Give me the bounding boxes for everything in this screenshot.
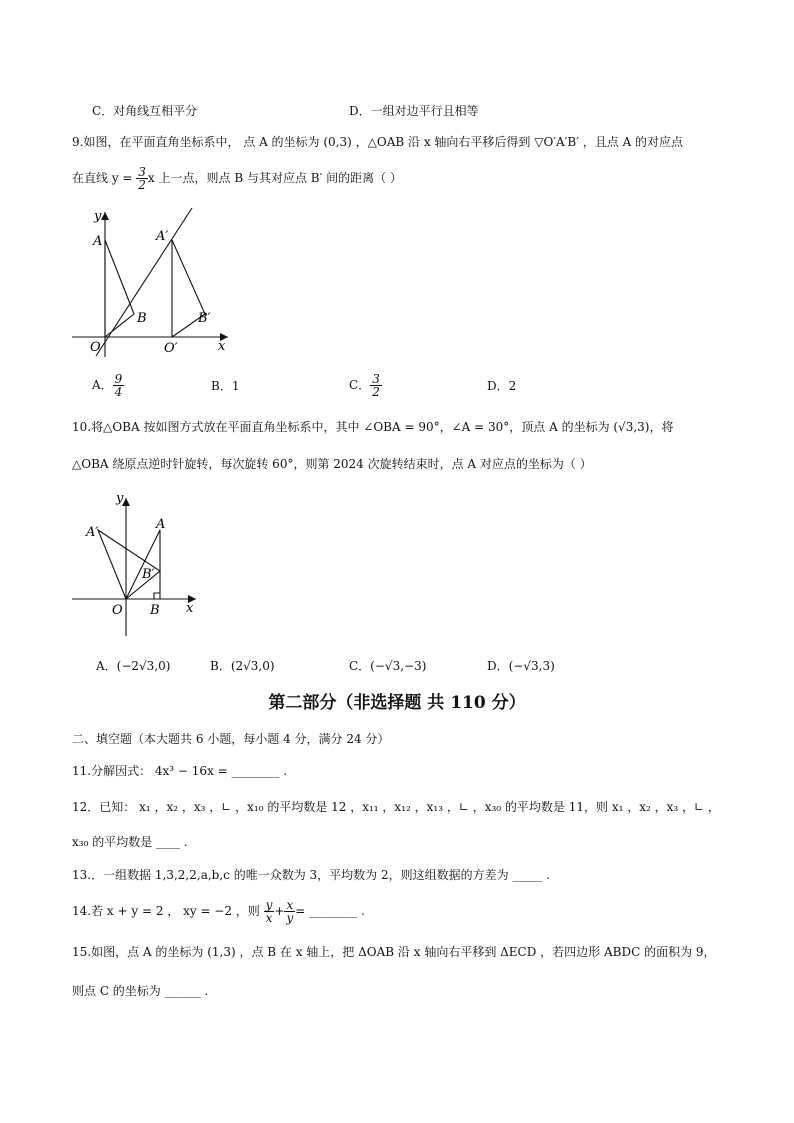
- q9-figure: [70, 200, 240, 360]
- q14-fraction-y-over-x: $\frac{y}{x}$: [265, 898, 273, 925]
- q10-label-x: x: [186, 601, 194, 616]
- q10-label-B-prime: B′: [142, 567, 155, 582]
- q14-fraction-x-over-y: $\frac{x}{y}$: [286, 898, 294, 925]
- q15-line2: 则点 C 的坐标为 ______ .: [72, 984, 209, 998]
- q9-option-b: B．1: [211, 379, 240, 393]
- q8-option-c: C．对角线互相平分: [92, 104, 198, 118]
- q9-slope-fraction: $\frac{3}{2}$: [138, 165, 146, 192]
- q9-stem-line2: 在直线 y = $\frac{3}{2}$ x 上一点，则点 B 与其对应点 B′ 间的距离（ ）: [72, 165, 402, 192]
- q9-label-O: O: [90, 340, 101, 355]
- section2-header: 二、填空题（本大题共 6 小题，每小题 4 分，满分 24 分）: [72, 732, 390, 746]
- q10-option-b: B．(2√3,0): [210, 659, 275, 673]
- q13: 13.．一组数据 1,3,2,2,a,b,c 的唯一众数为 3，平均数为 2，则这组数据的方差为 _____ .: [72, 868, 551, 882]
- q9-option-a: A． $\frac{9}{4}$: [92, 372, 123, 399]
- q9-label-x: x: [218, 339, 226, 354]
- q10-label-B: B: [150, 603, 160, 618]
- q10-option-a: A．(−2√3,0): [96, 659, 171, 673]
- q9-label-y: y: [94, 209, 102, 224]
- q10-label-y: y: [116, 491, 124, 506]
- q15-line1: 15.如图，点 A 的坐标为 (1,3) ，点 B 在 x 轴上，把 ΔOAB 沿 x 轴向右平移到 ΔECD ，若四边形 ABDC 的面积为 9，: [72, 945, 716, 959]
- q11: 11.分解因式： 4x³ − 16x = ________ .: [72, 764, 288, 778]
- q10-figure: [70, 488, 205, 638]
- q10-stem-line2: △OBA 绕原点逆时针旋转，每次旋转 60°，则第 2024 次旋转结束时，点 A 对应点的坐标为（ ）: [72, 457, 592, 471]
- q10-option-d: D．(−√3,3): [487, 659, 555, 673]
- q9-label-A: A: [93, 234, 103, 249]
- q10-label-A: A: [156, 517, 166, 532]
- q12-line2: x₃₀ 的平均数是 ____ .: [72, 835, 188, 849]
- q9-label-O-prime: O′: [164, 341, 178, 356]
- q10-label-A-prime: A′: [86, 525, 99, 540]
- q9-label-A-prime: A′: [156, 229, 169, 244]
- q10-stem-line1: 10.将△OBA 按如图方式放在平面直角坐标系中，其中 ∠OBA = 90°，∠A = 30°，顶点 A 的坐标为 (√3,3)，将: [72, 420, 674, 434]
- q9-label-B-prime: B′: [198, 311, 211, 326]
- q9-stem-line1: 9.如图，在平面直角坐标系中， 点 A 的坐标为 (0,3) ，△OAB 沿 x 轴向右平移后得到 ▽O′A′B′ ，且点 A 的对应点: [72, 135, 684, 149]
- q10-label-O: O: [112, 603, 123, 618]
- q9-label-B: B: [137, 311, 147, 326]
- q10-option-c: C．(−√3,−3): [349, 659, 427, 673]
- q12-line1: 12．已知： x₁ ，x₂ ，x₃ ，∟ ，x₁₀ 的平均数是 12 ，x₁₁ ，x₁₂ ，x₁₃ ，∟ ，x₃₀ 的平均数是 11，则 x₁ ，x₂ ，x₃ ，∟ ，: [72, 800, 720, 814]
- q8-option-d: D．一组对边平行且相等: [349, 104, 479, 118]
- q9-option-c: C． $\frac{3}{2}$: [349, 372, 380, 399]
- part2-title: 第二部分（非选择题 共 110 分）: [268, 693, 526, 713]
- q14: 14.若 x + y = 2 ， xy = −2 ，则 $\frac{y}{x}$ + $\frac{x}{y}$ = ________ .: [72, 898, 365, 925]
- q9-option-d: D．2: [487, 379, 517, 393]
